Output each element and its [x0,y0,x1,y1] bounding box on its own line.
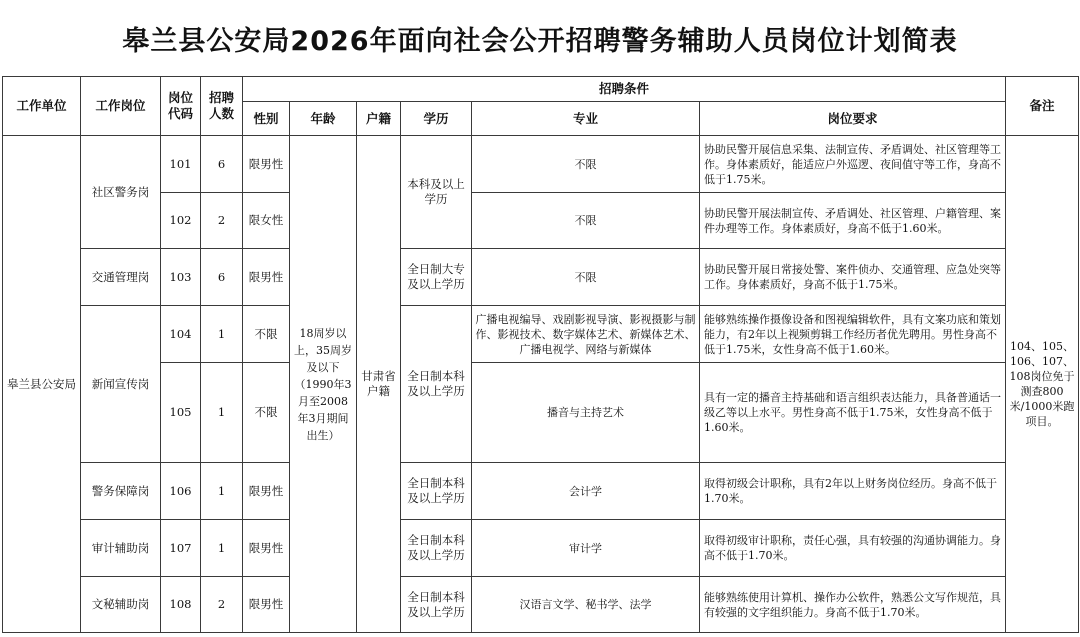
gender-cell: 限男性 [243,463,290,520]
education-cell: 全日制大专及以上学历 [401,249,472,306]
remark-cell: 104、105、106、107、108岗位免于测查800米/1000米跑项目。 [1006,136,1079,633]
header-code: 岗位代码 [161,77,201,136]
requirement-cell: 协助民警开展法制宣传、矛盾调处、社区管理、户籍管理、案件办理等工作。身体素质好，身高不低于1.60米。 [700,193,1006,249]
gender-cell: 不限 [243,363,290,463]
code-cell: 108 [161,577,201,633]
count-cell: 1 [201,463,243,520]
major-cell: 播音与主持艺术 [472,363,700,463]
post-secretary: 文秘辅助岗 [81,577,161,633]
count-cell: 2 [201,193,243,249]
major-cell: 广播电视编导、戏剧影视导演、影视摄影与制作、影视技术、数字媒体艺术、新媒体艺术、广播电视学、网络与新媒体 [472,306,700,363]
gender-cell: 限男性 [243,249,290,306]
count-cell: 1 [201,306,243,363]
education-cell: 全日制本科及以上学历 [401,520,472,577]
requirement-cell: 取得初级会计职称，具有2年以上财务岗位经历。身高不低于1.70米。 [700,463,1006,520]
count-cell: 1 [201,520,243,577]
count-cell: 1 [201,363,243,463]
education-cell: 全日制本科及以上学历 [401,306,472,463]
gender-cell: 不限 [243,306,290,363]
major-cell: 不限 [472,136,700,193]
header-requirement: 岗位要求 [700,102,1006,136]
code-cell: 107 [161,520,201,577]
education-cell: 全日制本科及以上学历 [401,577,472,633]
code-cell: 102 [161,193,201,249]
header-major: 专业 [472,102,700,136]
header-post: 工作岗位 [81,77,161,136]
count-cell: 2 [201,577,243,633]
residence-cell: 甘肃省户籍 [357,136,401,633]
post-audit: 审计辅助岗 [81,520,161,577]
post-traffic: 交通管理岗 [81,249,161,306]
requirement-cell: 能够熟练操作摄像设备和图视编辑软件，具有文案功底和策划能力，有2年以上视频剪辑工作经历者优先聘用。男性身高不低于1.75米，女性身高不低于1.60米。 [700,306,1006,363]
major-cell: 审计学 [472,520,700,577]
gender-cell: 限女性 [243,193,290,249]
header-education: 学历 [401,102,472,136]
post-support: 警务保障岗 [81,463,161,520]
post-community: 社区警务岗 [81,136,161,249]
unit-cell: 皋兰县公安局 [3,136,81,633]
gender-cell: 限男性 [243,577,290,633]
major-cell: 会计学 [472,463,700,520]
gender-cell: 限男性 [243,136,290,193]
header-residence: 户籍 [357,102,401,136]
header-age: 年龄 [290,102,357,136]
gender-cell: 限男性 [243,520,290,577]
header-unit: 工作单位 [3,77,81,136]
count-cell: 6 [201,136,243,193]
code-cell: 106 [161,463,201,520]
header-remark: 备注 [1006,77,1079,136]
requirement-cell: 协助民警开展信息采集、法制宣传、矛盾调处、社区管理等工作。身体素质好，能适应户外巡逻、夜间值守等工作，身高不低于1.75米。 [700,136,1006,193]
header-gender: 性别 [243,102,290,136]
code-cell: 103 [161,249,201,306]
requirement-cell: 能够熟练使用计算机、操作办公软件，熟悉公文写作规范，具有较强的文字组织能力。身高不低于1.70米。 [700,577,1006,633]
major-cell: 不限 [472,249,700,306]
requirement-cell: 取得初级审计职称，责任心强，具有较强的沟通协调能力。身高不低于1.70米。 [700,520,1006,577]
page-title: 皋兰县公安局2026年面向社会公开招聘警务辅助人员岗位计划简表 [122,25,958,57]
count-cell: 6 [201,249,243,306]
age-cell: 18周岁以上，35周岁及以下（1990年3月至2008年3月期间出生） [290,136,357,633]
code-cell: 101 [161,136,201,193]
header-conditions: 招聘条件 [243,77,1006,102]
code-cell: 104 [161,306,201,363]
major-cell: 不限 [472,193,700,249]
requirement-cell: 协助民警开展日常接处警、案件侦办、交通管理、应急处突等工作。身体素质好，身高不低于1.75米。 [700,249,1006,306]
major-cell: 汉语言文学、秘书学、法学 [472,577,700,633]
header-count: 招聘人数 [201,77,243,136]
code-cell: 105 [161,363,201,463]
requirement-cell: 具有一定的播音主持基础和语言组织表达能力，具备普通话一级乙等以上水平。男性身高不低于1.75米，女性身高不低于1.60米。 [700,363,1006,463]
post-news: 新闻宣传岗 [81,306,161,463]
education-cell: 全日制本科及以上学历 [401,463,472,520]
education-cell: 本科及以上学历 [401,136,472,249]
recruitment-table [2,76,1079,633]
